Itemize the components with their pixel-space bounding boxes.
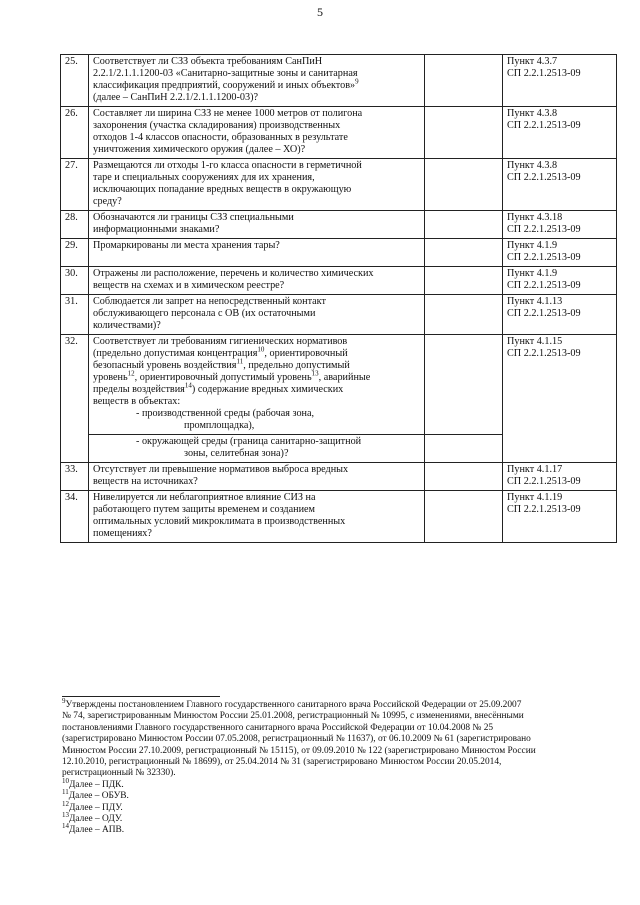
reference-cell — [503, 107, 617, 159]
answer-cell — [425, 295, 503, 335]
question-line: Нивелируется ли неблагоприятное влияние СИЗ на — [93, 492, 316, 503]
sub-item-workplace — [93, 408, 420, 432]
reference-line: Пункт 4.1.17 — [507, 464, 563, 475]
reference-cell — [503, 295, 617, 335]
question-line: таре и специальных сооружениях для их хранения, — [93, 172, 315, 183]
reference-line: СП 2.2.1.2513-09 — [507, 348, 581, 359]
reference-line: Пункт 4.1.9 — [507, 268, 558, 279]
footnote-abbrev: $^{11}$Далее – ОБУВ. — [62, 788, 129, 802]
answer-cell — [425, 211, 503, 239]
footnote-line: $^9$Утверждены постановлением Главного государственного санитарного врача Российской Федерации от 25.09.2007 — [62, 696, 522, 710]
table-row — [61, 159, 617, 211]
question-line: Соблюдается ли запрет на непосредственный контакт — [93, 296, 326, 307]
question-line: помещениях? — [93, 528, 152, 539]
question-line: отходов 1-4 классов опасности, образованных в результате — [93, 132, 348, 143]
row-number: 28. — [61, 211, 89, 239]
footnote-abbrev: $^{12}$Далее – ПДУ. — [62, 799, 123, 813]
sub-item-line: зоны, селитебная зона)? — [184, 448, 289, 459]
footnote-line: Минюстом России 27.10.2009, регистрационный № 15115), от 09.09.2010 № 122 (зарегистрировано Минюстом России — [62, 745, 536, 756]
question-line: Отсутствует ли превышение нормативов выброса вредных — [93, 464, 349, 475]
row-number: 34. — [61, 491, 89, 543]
footnote-mark: 10 — [62, 776, 69, 785]
footnote-mark: 9 — [62, 696, 66, 705]
question-line: веществ на схемах и в химическом реестре? — [93, 280, 285, 291]
row-number: 26. — [61, 107, 89, 159]
question-line: исключающих попадание вредных веществ в окружающую — [93, 184, 352, 195]
question-line: Обозначаются ли границы СЗЗ специальными — [93, 212, 294, 223]
reference-line: СП 2.2.1.2513-09 — [507, 308, 581, 319]
answer-cell — [425, 55, 503, 107]
reference-line: СП 2.2.1.2513-09 — [507, 224, 581, 235]
question-cell — [89, 107, 425, 159]
row-number: 30. — [61, 267, 89, 295]
row-number: 31. — [61, 295, 89, 335]
table-row — [61, 239, 617, 267]
sub-item-line: промплощадка), — [184, 420, 255, 431]
footnote-separator — [62, 696, 220, 697]
answer-cell — [425, 435, 503, 463]
answer-cell — [425, 239, 503, 267]
question-line: Размещаются ли отходы 1-го класса опасности в герметичной — [93, 160, 362, 171]
reference-line: СП 2.2.1.2513-09 — [507, 68, 581, 79]
question-cell — [89, 335, 425, 435]
table-row — [61, 295, 617, 335]
question-line: пределы воздействия$^{14}$) содержание вредных химических — [93, 381, 344, 395]
table-row — [61, 267, 617, 295]
question-line: классификация предприятий, сооружений и иных объектов»$^9$ — [93, 77, 359, 91]
question-line: Соответствует ли требованиям гигиенических нормативов — [93, 336, 348, 347]
reference-cell — [503, 159, 617, 211]
answer-cell — [425, 107, 503, 159]
question-line: веществ в объектах: — [93, 396, 181, 407]
reference-line: Пункт 4.1.13 — [507, 296, 563, 307]
reference-cell — [503, 335, 617, 463]
reference-cell — [503, 491, 617, 543]
footnote-mark: 11 — [62, 788, 69, 797]
answer-cell — [425, 159, 503, 211]
question-cell — [89, 55, 425, 107]
reference-cell — [503, 211, 617, 239]
footnote-ref: 9 — [355, 77, 359, 86]
footnote-line: постановлениями Главного государственного санитарного врача Российской Федерации от 10.04.2008 № 25 — [62, 722, 494, 733]
footnote-ref: 13 — [311, 369, 319, 378]
footnote-ref: 11 — [236, 357, 244, 366]
question-cell — [89, 267, 425, 295]
row-number: 25. — [61, 55, 89, 107]
table-row — [61, 107, 617, 159]
reference-line: Пункт 4.3.8 — [507, 108, 558, 119]
question-line: захоронения (участка складирования) производственных — [93, 120, 341, 131]
row-number: 27. — [61, 159, 89, 211]
reference-line: СП 2.2.1.2513-09 — [507, 120, 581, 131]
question-cell — [89, 491, 425, 543]
question-line: Отражены ли расположение, перечень и количество химических — [93, 268, 374, 279]
question-cell — [89, 239, 425, 267]
reference-line: СП 2.2.1.2513-09 — [507, 280, 581, 291]
question-line: среду? — [93, 196, 122, 207]
footnote-line: № 74, зарегистрированным Минюстом России 25.01.2008, регистрационный № 10995, с изменениями, внесёнными — [62, 711, 524, 722]
sub-item-line: - окружающей среды (граница санитарно-защитной — [136, 436, 362, 447]
row-number: 32. — [61, 335, 89, 463]
question-cell — [89, 463, 425, 491]
question-line: Соответствует ли СЗЗ объекта требованиям СанПиН — [93, 56, 323, 67]
question-line: веществ на источниках? — [93, 476, 198, 487]
reference-line: Пункт 4.1.9 — [507, 240, 558, 251]
footnote-mark: 13 — [62, 810, 69, 819]
question-line: уровень$^{12}$, ориентировочный допустимый уровень$^{13}$, аварийные — [93, 369, 371, 383]
checklist-table — [60, 54, 617, 543]
row-number: 33. — [61, 463, 89, 491]
question-line: работающего путем защиты временем и созданием — [93, 504, 315, 515]
table-row — [61, 463, 617, 491]
footnote-line: 12.10.2010, регистрационный № 18699), от 25.04.2014 № 31 (зарегистрировано Минюстом России 20.05.2014, — [62, 757, 502, 768]
reference-cell — [503, 55, 617, 107]
footnote-ref: 10 — [257, 345, 265, 354]
question-line: Составляет ли ширина СЗЗ не менее 1000 метров от полигона — [93, 108, 363, 119]
reference-line: СП 2.2.1.2513-09 — [507, 172, 581, 183]
footnote-abbrev: $^{14}$Далее – АПВ. — [62, 822, 125, 836]
table-row — [61, 55, 617, 107]
answer-cell — [425, 267, 503, 295]
question-line: информационными знаками? — [93, 224, 220, 235]
table-row — [61, 335, 617, 435]
row-number: 29. — [61, 239, 89, 267]
reference-line: СП 2.2.1.2513-09 — [507, 504, 581, 515]
footnote-ref: 14 — [184, 381, 192, 390]
footnote-abbrev: $^{10}$Далее – ПДК. — [62, 776, 124, 790]
footnote-abbrev: $^{13}$Далее – ОДУ. — [62, 810, 123, 825]
reference-line: Пункт 4.1.15 — [507, 336, 563, 347]
reference-line: СП 2.2.1.2513-09 — [507, 476, 581, 487]
footnote-9 — [62, 696, 614, 780]
question-cell — [89, 435, 425, 463]
question-cell — [89, 211, 425, 239]
reference-cell — [503, 239, 617, 267]
question-line: 2.2.1/2.1.1.1200-03 «Санитарно-защитные зоны и санитарная — [93, 68, 358, 79]
reference-line: Пункт 4.3.18 — [507, 212, 563, 223]
question-line: (далее – СанПиН 2.2.1/2.1.1.1200-03)? — [93, 92, 258, 103]
footnote-line: (зарегистрировано Минюстом России 07.05.2008, регистрационный № 11637), от 06.10.2009 № 61 (зарегистрировано — [62, 734, 531, 745]
question-line: оптимальных условий микроклимата в производственных — [93, 516, 346, 527]
question-line: уничтожения химического оружия (далее – ХО)? — [93, 144, 306, 155]
page-number: 5 — [317, 5, 323, 19]
footnote-line: регистрационный № 32330). — [62, 768, 176, 779]
question-cell — [89, 159, 425, 211]
question-line: Промаркированы ли места хранения тары? — [93, 240, 280, 251]
question-cell — [89, 295, 425, 335]
question-line: (предельно допустимая концентрация$^{10}$, ориентировочный — [93, 345, 348, 359]
answer-cell — [425, 491, 503, 543]
table-row — [61, 211, 617, 239]
reference-cell — [503, 463, 617, 491]
reference-line: Пункт 4.3.7 — [507, 56, 558, 67]
answer-cell — [425, 335, 503, 435]
reference-line: Пункт 4.1.19 — [507, 492, 563, 503]
question-line: безопасный уровень воздействия$^{11}$, предельно допустимый — [93, 357, 350, 371]
reference-line: СП 2.2.1.2513-09 — [507, 252, 581, 263]
reference-line: Пункт 4.3.8 — [507, 160, 558, 171]
sub-item-environment — [93, 436, 420, 460]
question-line: обслуживающего персонала с ОВ (их остаточными — [93, 308, 316, 319]
answer-cell — [425, 463, 503, 491]
sub-item-line: - производственной среды (рабочая зона, — [136, 408, 315, 419]
footnote-mark: 12 — [62, 799, 69, 808]
footnote-ref: 12 — [127, 369, 135, 378]
question-line: количествами)? — [93, 320, 161, 331]
footnote-mark: 14 — [62, 822, 69, 831]
footnotes — [62, 696, 614, 837]
table-row — [61, 491, 617, 543]
reference-cell — [503, 267, 617, 295]
